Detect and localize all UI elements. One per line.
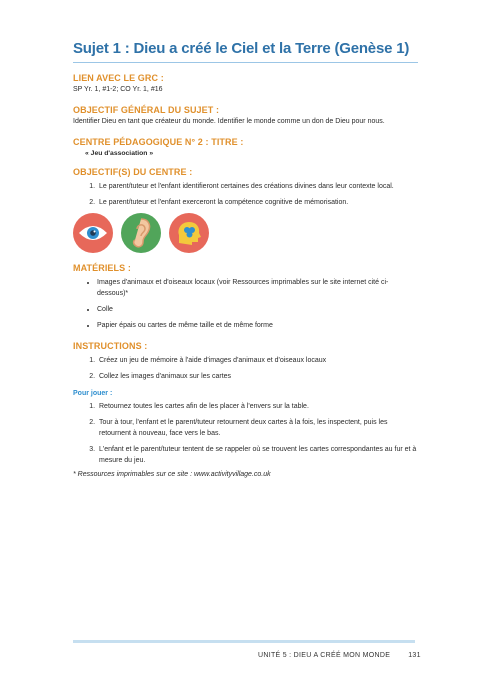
footer-unit: UNITÉ 5 : DIEU A CRÉÉ MON MONDE: [258, 652, 391, 659]
centre-heading: CENTRE PÉDAGOGIQUE N° 2 : TITRE :: [73, 137, 244, 147]
pour-jouer-list: [73, 401, 418, 466]
list-item: 2. Collez les images d'animaux sur les cartes: [97, 371, 418, 382]
list-item: 1. Le parent/tuteur et l'enfant identifieront certaines des créations divines dans leur contexte local.: [97, 181, 418, 192]
pour-jouer-heading: Pour jouer :: [73, 390, 113, 397]
objectifs-centre-list: [73, 181, 418, 208]
objectifs-centre-heading: OBJECTIF(S) DU CENTRE :: [73, 167, 193, 177]
objectif-general-heading: OBJECTIF GÉNÉRAL DU SUJET :: [73, 105, 220, 115]
list-item: 3. L'enfant et le parent/tuteur tentent de se rappeler où se trouvent les cartes correspondantes au fur et à mesure du jeu.: [97, 444, 418, 466]
ear-icon: [121, 213, 161, 253]
list-item: • Colle: [97, 304, 418, 315]
page-title: Sujet 1 : Dieu a créé le Ciel et la Terre (Genèse 1): [73, 40, 418, 63]
instructions-heading: INSTRUCTIONS :: [73, 341, 148, 351]
materiels-heading: MATÉRIELS :: [73, 263, 131, 273]
objectif-general-text: Identifier Dieu en tant que créateur du monde. Identifier le monde comme un don de Dieu pour nous.: [73, 118, 385, 125]
list-item: 1. Retournez toutes les cartes afin de les placer à l'envers sur la table.: [97, 401, 418, 412]
resources-note: * Ressources imprimables sur ce site : www.activityvillage.co.uk: [73, 471, 271, 478]
footer-divider: [73, 640, 415, 643]
list-item: • Images d'animaux et d'oiseaux locaux (voir Ressources imprimables sur le site internet cité ci-dessous)*: [97, 277, 418, 299]
page-footer: [258, 652, 421, 659]
list-item: • Papier épais ou cartes de même taille et de même forme: [97, 320, 418, 331]
lien-text: SP Yr. 1, #1-2; CO Yr. 1, #16: [73, 86, 163, 93]
list-item: 2. Le parent/tuteur et l'enfant exerceront la compétence cognitive de mémorisation.: [97, 197, 418, 208]
sense-icons: [73, 213, 418, 253]
brain-icon: [169, 213, 209, 253]
page-content: [73, 40, 418, 478]
lien-heading: LIEN AVEC LE GRC :: [73, 73, 164, 83]
list-item: 2. Tour à tour, l'enfant et le parent/tuteur retournent deux cartes à la fois, les inspectent, puis les retournent à nouveau, face vers le bas.: [97, 417, 418, 439]
eye-icon: [73, 213, 113, 253]
centre-subtitle: « Jeu d'association »: [85, 150, 154, 157]
instructions-list: [73, 355, 418, 382]
page-number: 131: [408, 652, 421, 659]
materiels-list: [73, 277, 418, 331]
list-item: 1. Créez un jeu de mémoire à l'aide d'images d'animaux et d'oiseaux locaux: [97, 355, 418, 366]
